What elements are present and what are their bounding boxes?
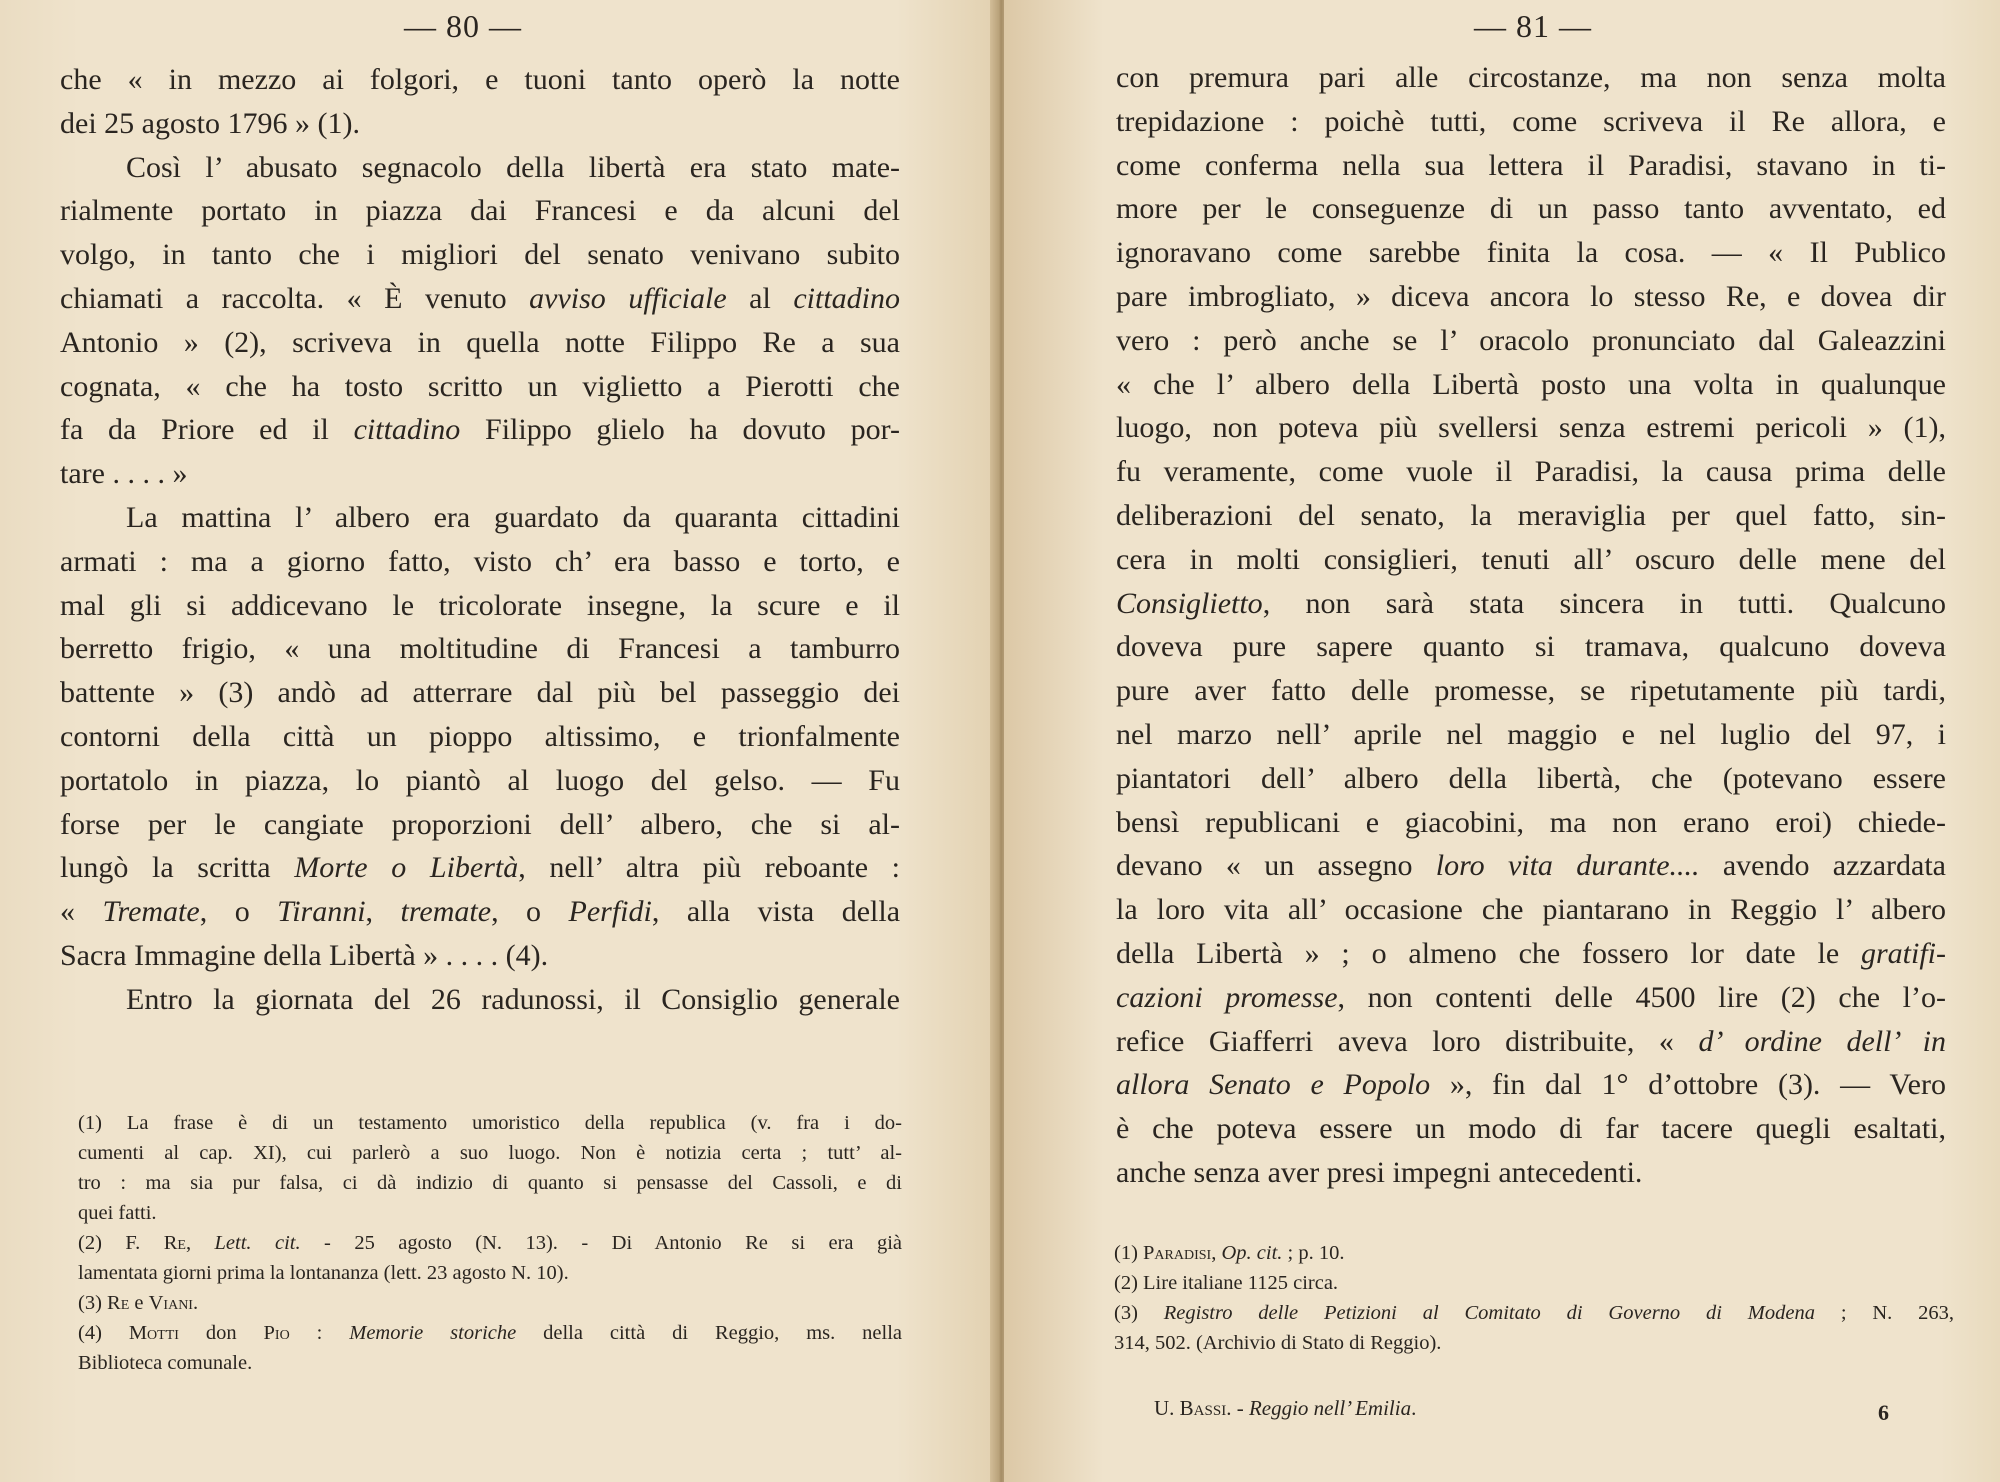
text-line: volgo, in tanto che i migliori del senato venivano subito xyxy=(60,238,900,272)
text-line: fu veramente, come vuole il Paradisi, la causa prima delle xyxy=(1116,455,1946,489)
text-line: come conferma nella sua lettera il Paradisi, stavano in ti- xyxy=(1116,148,1946,182)
text-line: trepidazione : poichè tutti, come scriveva il Re allora, e xyxy=(1116,104,1946,138)
signature-line: U. Bassi. - Reggio nell’ Emilia. xyxy=(1154,1396,1417,1420)
right-footnotes xyxy=(1114,1238,1954,1358)
text-line: cognata, « che ha tosto scritto un viglietto a Pierotti che xyxy=(60,369,900,403)
sheet-number: 6 xyxy=(1878,1400,1889,1425)
text-line: che « in mezzo ai folgori, e tuoni tanto operò la notte xyxy=(60,63,900,96)
footnote-line: 314, 502. (Archivio di Stato di Reggio). xyxy=(1114,1332,1442,1354)
text-line: dei 25 agosto 1796 » (1). xyxy=(60,106,360,140)
text-line: rialmente portato in piazza dai Francesi e da alcuni del xyxy=(60,194,900,228)
text-line: piantatori dell’ albero della libertà, che (potevano essere xyxy=(1116,761,1946,795)
text-line: è che poteva essere un modo di far tacere quegli esaltati, xyxy=(1116,1112,1946,1146)
text-line: « Tremate, o Tiranni, tremate, o Perfidi, alla vista della xyxy=(60,895,900,929)
footnote-line: lamentata giorni prima la lontananza (lett. 23 agosto N. 10). xyxy=(78,1262,569,1284)
text-line: la loro vita all’ occasione che piantarano in Reggio l’ albero xyxy=(1116,893,1946,927)
text-line: lungò la scritta Morte o Libertà, nell’ altra più reboante : xyxy=(60,851,900,885)
footnote-line: Biblioteca comunale. xyxy=(78,1352,253,1374)
footnote-line: (4) Motti don Pio : Memorie storiche della città di Reggio, ms. nella xyxy=(78,1322,902,1344)
text-line: tare . . . . » xyxy=(60,457,188,491)
footnote-line: (3) Re e Viani. xyxy=(78,1292,199,1314)
text-line: doveva pure sapere quanto si tramava, qualcuno doveva xyxy=(1116,630,1946,664)
text-line: luogo, non poteva più svellersi senza estremi pericoli » (1), xyxy=(1116,411,1946,445)
text-line: cera in molti consiglieri, tenuti all’ oscuro delle mene del xyxy=(1116,542,1946,576)
text-line: anche senza aver presi impegni antecedenti. xyxy=(1116,1155,1643,1189)
text-line: chiamati a raccolta. « È venuto avviso ufficiale al cittadino xyxy=(60,281,900,315)
right-body-text xyxy=(1116,56,1946,1195)
text-line: battente » (3) andò ad atterrare dal più bel passeggio dei xyxy=(60,676,900,710)
text-line: Antonio » (2), scriveva in quella notte Filippo Re a sua xyxy=(60,325,900,359)
footnote-line: (3) Registro delle Petizioni al Comitato di Governo di Modena ; N. 263, xyxy=(1114,1302,1954,1324)
page-number-left: — 80 — xyxy=(404,8,522,44)
left-page xyxy=(0,0,996,1482)
text-line: Così l’ abusato segnacolo della libertà era stato mate- xyxy=(126,150,900,184)
text-line: nel marzo nell’ aprile nel maggio e nel luglio del 97, i xyxy=(1116,717,1946,751)
text-line: armati : ma a giorno fatto, visto ch’ era basso e torto, e xyxy=(60,544,900,578)
text-line: forse per le cangiate proporzioni dell’ albero, che si al- xyxy=(60,807,900,841)
text-line: pare imbrogliato, » diceva ancora lo stesso Re, e dovea dir xyxy=(1116,279,1946,313)
text-line: portatolo in piazza, lo piantò al luogo del gelso. — Fu xyxy=(60,763,900,797)
text-line: more per le conseguenze di un passo tanto avventato, ed xyxy=(1116,192,1946,226)
text-line: Entro la giornata del 26 radunossi, il Consiglio generale xyxy=(126,982,900,1016)
text-line: Consiglietto, non sarà stata sincera in tutti. Qualcuno xyxy=(1116,586,1946,620)
text-line: della Libertà » ; o almeno che fossero lor date le gratifi- xyxy=(1116,936,1946,970)
text-line: Sacra Immagine della Libertà » . . . . (4). xyxy=(60,938,549,972)
footnote-line: quei fatti. xyxy=(78,1202,157,1224)
text-line: vero : però anche se l’ oracolo pronunciato dal Galeazzini xyxy=(1116,323,1946,357)
text-line: berretto frigio, « una moltitudine di Francesi a tamburro xyxy=(60,632,900,666)
text-line: La mattina l’ albero era guardato da quaranta cittadini xyxy=(126,500,900,534)
footnote-line: (2) F. Re, Lett. cit. - 25 agosto (N. 13). - Di Antonio Re si era già xyxy=(78,1232,902,1254)
left-body-text xyxy=(60,58,900,1022)
text-line: « che l’ albero della Libertà posto una volta in qualunque xyxy=(1116,367,1946,401)
text-line: fa da Priore ed il cittadino Filippo glielo ha dovuto por- xyxy=(60,413,900,447)
text-line: con premura pari alle circostanze, ma non senza molta xyxy=(1116,61,1946,94)
text-line: contorni della città un pioppo altissimo, e trionfalmente xyxy=(60,719,900,753)
text-line: mal gli si addicevano le tricolorate insegne, la scure e il xyxy=(60,588,900,622)
footnote-line: (2) Lire italiane 1125 circa. xyxy=(1114,1272,1339,1294)
text-line: refice Giafferri aveva loro distribuite, « d’ ordine dell’ in xyxy=(1116,1024,1946,1058)
text-line: cazioni promesse, non contenti delle 4500 lire (2) che l’o- xyxy=(1116,980,1946,1014)
right-page xyxy=(1004,0,2000,1482)
footnote-line: tro : ma sia pur falsa, ci dà indizio di quanto si pensasse del Cassoli, e di xyxy=(78,1172,902,1194)
text-line: deliberazioni del senato, la meraviglia per quel fatto, sin- xyxy=(1116,498,1946,532)
page-number-right: — 81 — xyxy=(1474,8,1592,44)
text-line: pure aver fatto delle promesse, se ripetutamente più tardi, xyxy=(1116,674,1946,708)
footnote-line: (1) La frase è di un testamento umoristico della republica (v. fra i do- xyxy=(78,1112,902,1134)
footnote-line: cumenti al cap. XI), cui parlerò a suo luogo. Non è notizia certa ; tutt’ al- xyxy=(78,1142,902,1164)
text-line: ignoravano come sarebbe finita la cosa. — « Il Publico xyxy=(1116,236,1946,270)
footnote-line: (1) Paradisi, Op. cit. ; p. 10. xyxy=(1114,1242,1345,1264)
text-line: allora Senato e Popolo », fin dal 1° d’ottobre (3). — Vero xyxy=(1116,1068,1946,1102)
text-line: devano « un assegno loro vita durante.... avendo azzardata xyxy=(1116,849,1946,883)
text-line: bensì republicani e giacobini, ma non erano eroi) chiede- xyxy=(1116,805,1946,839)
left-footnotes xyxy=(78,1108,902,1378)
